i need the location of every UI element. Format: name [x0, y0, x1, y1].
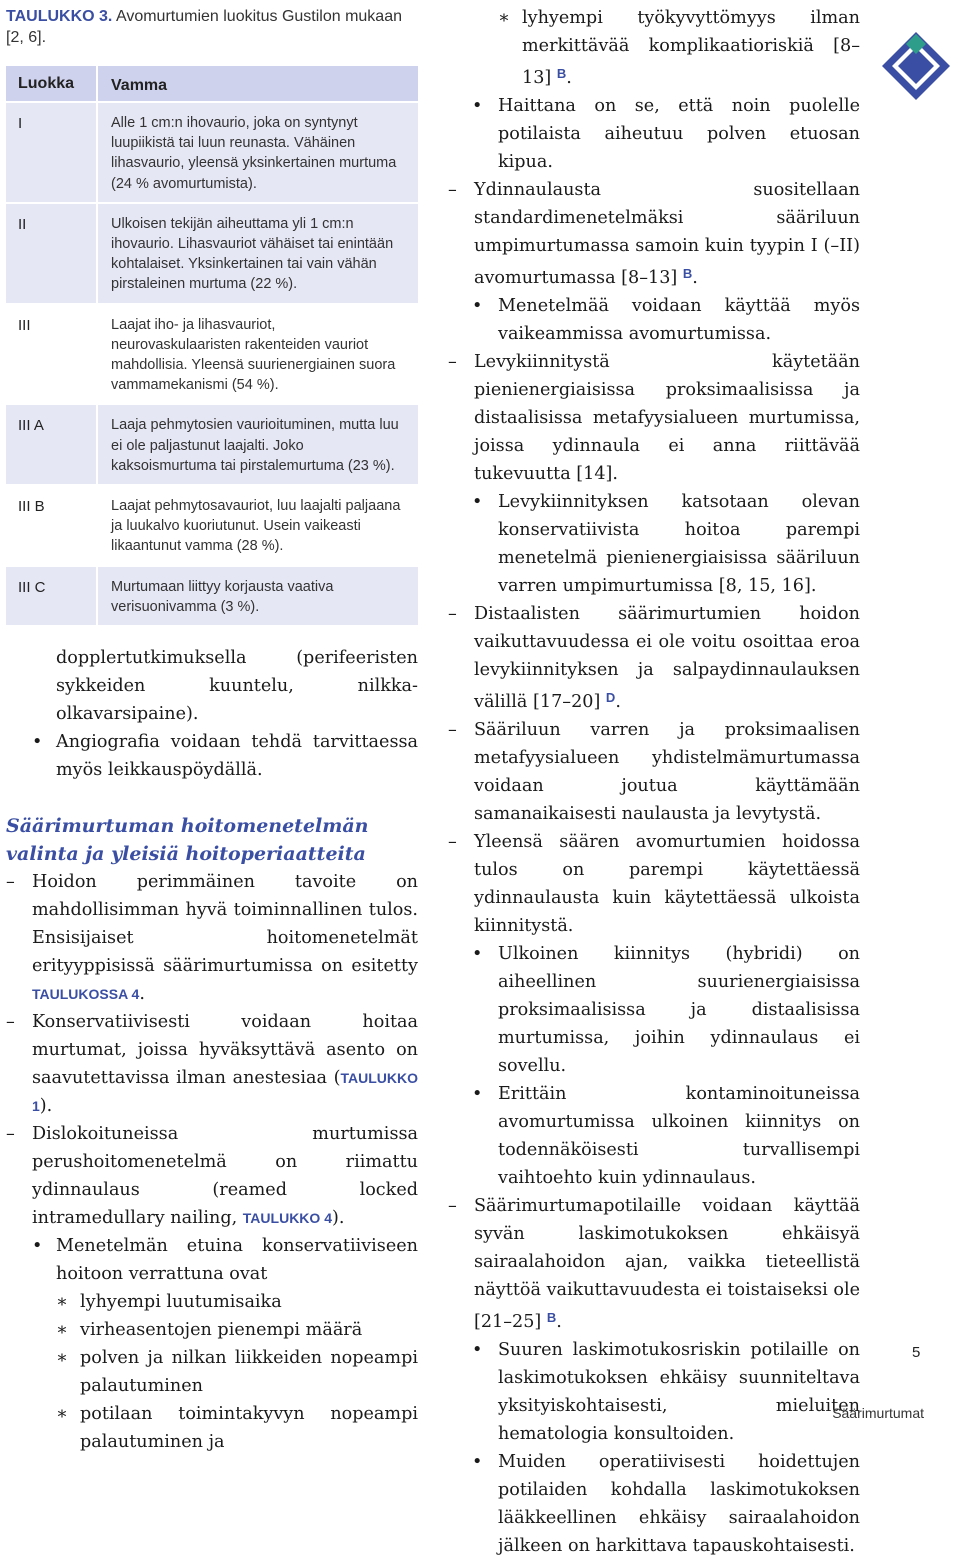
evidence-grade: B: [556, 66, 567, 81]
bullet-marker: •: [472, 944, 483, 964]
star-marker: ∗: [56, 1292, 68, 1312]
table-reference: TAULUKKO 4: [242, 1210, 332, 1226]
table-row: [6, 305, 418, 404]
list-item: • Levykiinnityksen katsotaan olevan konservatiivista hoitoa parempi menetelmä pienienergiaisissa sääriluun varren umpimurtumissa [8, 15, 16].: [448, 488, 860, 600]
bullet-marker: •: [32, 732, 43, 752]
table-cell-class: III B: [18, 498, 45, 516]
bullet-marker: •: [472, 1452, 483, 1472]
table-caption-label: TAULUKKO 3.: [6, 8, 113, 25]
list-item: • Menetelmän etuina konservatiiviseen hoitoon verrattuna ovat: [6, 1232, 418, 1288]
dash-marker: –: [448, 180, 457, 200]
list-item: ∗ virheasentojen pienempi määrä: [6, 1316, 418, 1344]
bullet-marker: •: [472, 96, 483, 116]
table-reference: TAULUKOSSA 4: [32, 986, 140, 1002]
table-row: [6, 405, 418, 484]
dash-marker: –: [448, 832, 457, 852]
table-cell-desc: Murtumaan liittyy korjausta vaativa verisuonivamma (3 %).: [98, 567, 418, 625]
evidence-grade: B: [682, 266, 693, 281]
list-item: – Yleensä säären avomurtumien hoidossa tulos on parempi käytettäessä ydinnaulausta kuin käytettäessä ulkoista kiinnitystä.: [448, 828, 860, 940]
list-item: • Muiden operatiivisesti hoidettujen potilaiden kohdalla laskimotukoksen lääkkeellinen ehkäisy sairaalahoidon jälkeen on harkittava tapauskohtaisesti.: [448, 1448, 860, 1560]
table-cell-desc: Laajat pehmytosavauriot, luu laajalti paljaana ja luukalvo kuoriutunut. Usein vaikeasti likaantunut vamma (28 %).: [111, 498, 401, 555]
table-header-row: [6, 66, 418, 101]
star-marker: ∗: [56, 1404, 68, 1424]
bullet-marker: •: [472, 1084, 483, 1104]
bullet-marker: •: [472, 1340, 483, 1360]
footer-title: Säärimurtumat: [832, 1405, 924, 1421]
table-cell-class: III C: [6, 567, 96, 625]
list-item: – Sääriluun varren ja proksimaalisen metafyysialueen yhdistelmämurtumassa voidaan joutua käyttämään samanaikaisesti naulausta ja levytystä.: [448, 716, 860, 828]
dash-marker: –: [448, 352, 457, 372]
bullet-marker: •: [32, 1236, 43, 1256]
gustilo-table: [6, 66, 418, 625]
list-item: – Dislokoituneissa murtumissa perushoitomenetelmä on riimattu ydinnaulaus (reamed locked intramedullary nailing, TAULUKKO 4).: [6, 1120, 418, 1232]
evidence-grade: D: [605, 690, 616, 705]
table-cell-class: I: [6, 103, 96, 202]
list-item: • Suuren laskimotukosriskin potilaille on laskimotukoksen ehkäisy suunniteltava yksityiskohtaisesti, mieluiten hematologia konsultoiden.: [448, 1336, 860, 1448]
evidence-grade: B: [546, 1310, 557, 1325]
list-item: • Menetelmää voidaan käyttää myös vaikeammissa avomurtumissa.: [448, 292, 860, 348]
dash-marker: –: [6, 872, 15, 892]
table-cell-desc: Alle 1 cm:n ihovaurio, joka on syntynyt luupiikistä tai luun reunasta. Vähäinen lihasvaurio, yleensä yksinkertainen murtuma (24 % avomurtumista).: [98, 103, 418, 202]
table-row: [6, 204, 418, 303]
table-cell-desc: Laaja pehmytosien vaurioituminen, mutta luu ei ole paljastunut laajalti. Joko kaksoismurtuma tai pirstalemurtuma (23 %).: [98, 405, 418, 484]
list-item: – Säärimurtumapotilaille voidaan käyttää syvän laskimotukoksen ehkäisyä sairaalahoidon ajan, vaikka tieteellistä näyttöä vaikuttavuudesta ei toistaiseksi ole [21–25] $^B$.: [448, 1192, 860, 1336]
table-row: [6, 103, 418, 202]
list-item: – Ydinnaulausta suositellaan standardimenetelmäksi sääriluun umpimurtumassa samoin kuin tyypin I (–II) avomurtumassa [8–13] $^B$.: [448, 176, 860, 292]
list-item: • Haittana on se, että noin puolelle potilaista aiheutuu polven etuosan kipua.: [448, 92, 860, 176]
diamond-logo-icon: [880, 30, 952, 102]
table-cell-class: III A: [6, 405, 96, 484]
table-reference: TAULUKKO 1: [32, 1070, 418, 1114]
dash-marker: –: [6, 1124, 15, 1144]
left-column: [6, 644, 418, 1456]
star-marker: ∗: [56, 1348, 68, 1368]
star-marker: ∗: [56, 1320, 68, 1340]
list-item: – Hoidon perimmäinen tavoite on mahdollisimman hyvä toiminnallinen tulos. Ensisijaiset hoitomenetelmät erityyppisissä säärimurtumissa on esitetty TAULUKOSSA 4.: [6, 868, 418, 1008]
bullet-marker: •: [472, 492, 483, 512]
table-header-class: Luokka: [6, 66, 96, 101]
dash-marker: –: [448, 604, 457, 624]
list-item: ∗ polven ja nilkan liikkeiden nopeampi palautuminen: [6, 1344, 418, 1400]
dash-marker: –: [448, 1196, 457, 1216]
table-row: [6, 567, 418, 625]
list-item: • Ulkoinen kiinnitys (hybridi) on aiheellinen suurienergiaisissa proksimaalisissa ja distaalisissa murtumissa, joihin ydinnaulaus ei sovellu.: [448, 940, 860, 1080]
bullet-marker: •: [472, 296, 483, 316]
list-item: ∗ potilaan toimintakyvyn nopeampi palautuminen ja: [6, 1400, 418, 1456]
star-marker: ∗: [498, 8, 510, 28]
list-item: ∗ lyhyempi työkyvyttömyys ilman merkittävää komplikaatioriskiä [8–13] $^B$.: [448, 4, 860, 92]
dash-marker: –: [448, 720, 457, 740]
list-item: – Distaalisten säärimurtumien hoidon vaikuttavuudessa ei ole voitu osoittaa eroa levykiinnityksen ja salpaydinnaulauksen välillä [17–20] $^D$.: [448, 600, 860, 716]
table-cell-desc: Laajat iho- ja lihasvauriot, neurovaskulaaristen rakenteiden vauriot mahdollisia. Yleensä suurienergiainen suora vammamekanismi (54 %).: [111, 316, 396, 394]
dash-marker: –: [6, 1012, 15, 1032]
table-cell-class: II: [6, 204, 96, 303]
list-item: • Angiografia voidaan tehdä tarvittaessa myös leikkauspöydällä.: [6, 728, 418, 784]
list-item: – Konservatiivisesti voidaan hoitaa murtumat, joissa hyväksyttävä asento on saavutettavissa ilman anestesiaa (TAULUKKO 1).: [6, 1008, 418, 1120]
table-caption: [6, 6, 416, 48]
list-item: ∗ lyhyempi luutumisaika: [6, 1288, 418, 1316]
right-column: [448, 4, 860, 1560]
table-caption-text: Avomurtumien luokitus Gustilon mukaan [2, 6].: [6, 8, 402, 46]
section-heading: Säärimurtuman hoitomenetelmän valinta ja yleisiä hoitoperiaatteita: [6, 815, 369, 865]
table-cell-class: III: [18, 316, 31, 334]
list-item: • Erittäin kontaminoituneissa avomurtumissa ulkoinen kiinnitys on todennäköisesti turvallisempi vaihtoehto kuin ydinnaulaus.: [448, 1080, 860, 1192]
table-row: [6, 486, 418, 565]
page-number: 5: [912, 1344, 921, 1361]
continued-text: dopplertutkimuksella (perifeeristen sykkeiden kuuntelu, nilkka-olkavarsipaine).: [56, 648, 418, 724]
table-cell-desc: Ulkoisen tekijän aiheuttama yli 1 cm:n ihovaurio. Lihasvauriot vähäiset tai enintään kohtalaiset. Yksinkertainen tai vain vähän pirstaleinen murtuma (22 %).: [98, 204, 418, 303]
table-header-injury: Vamma: [98, 66, 418, 101]
list-item: – Levykiinnitystä käytetään pienienergiaisissa proksimaalisissa ja distaalisissa metafyysialueen murtumissa, joissa ydinnaula ei anna riittävää tukevuutta [14].: [448, 348, 860, 488]
